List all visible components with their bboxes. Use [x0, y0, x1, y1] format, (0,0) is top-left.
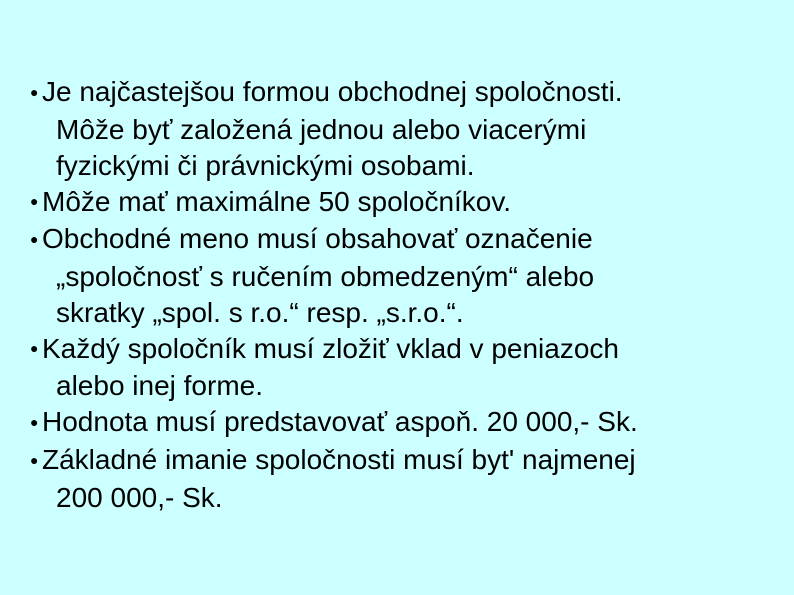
bullet-line: Základné imanie spoločnosti musí byt' najmenej: [42, 444, 636, 476]
bullet-line: „spoločnosť s ručením obmedzeným“ alebo: [56, 260, 595, 292]
bullet-line: skratky „spol. s r.o.“ resp. „s.r.o.“.: [56, 296, 464, 328]
bullet-line: Obchodné meno musí obsahovať označenie: [42, 223, 593, 255]
bullet-text: [42, 444, 760, 516]
bullet-icon: ●: [30, 414, 39, 431]
bullet-text: [42, 223, 760, 331]
bullet-line: Je najčastejšou formou obchodnej spoločnosti.: [42, 76, 623, 107]
bullet-icon: ●: [30, 340, 39, 357]
bullet-text: [42, 186, 511, 217]
bullet-line: 200 000,- Sk.: [56, 481, 223, 513]
bullet-line: Hodnota musí predstavovať aspoň. 20 000,- Sk.: [42, 406, 638, 438]
bullet-line: fyzickými či právnickými osobami.: [56, 149, 475, 181]
bullet-text: [42, 406, 638, 437]
bullet-item-1: [30, 74, 760, 184]
bullet-icon: ●: [30, 83, 39, 100]
bullet-icon: ●: [30, 230, 39, 247]
bullet-icon: ●: [30, 451, 39, 468]
bullet-item-3: [30, 221, 760, 331]
bullet-line: Môže mať maximálne 50 spoločníkov.: [42, 185, 512, 217]
bullet-text: [42, 333, 760, 405]
bullet-item-5: [30, 404, 760, 442]
bullet-list: [30, 74, 760, 516]
bullet-line: Každý spoločník musí zložiť vklad v peniazoch: [42, 332, 619, 364]
bullet-text: [42, 76, 760, 184]
bullet-icon: ●: [30, 193, 39, 210]
bullet-line: Môže byť založená jednou alebo viacerými: [56, 113, 587, 145]
bullet-item-4: [30, 331, 760, 405]
bullet-line: alebo inej forme.: [56, 370, 264, 402]
bullet-item-2: [30, 184, 760, 222]
bullet-item-6: [30, 442, 760, 516]
